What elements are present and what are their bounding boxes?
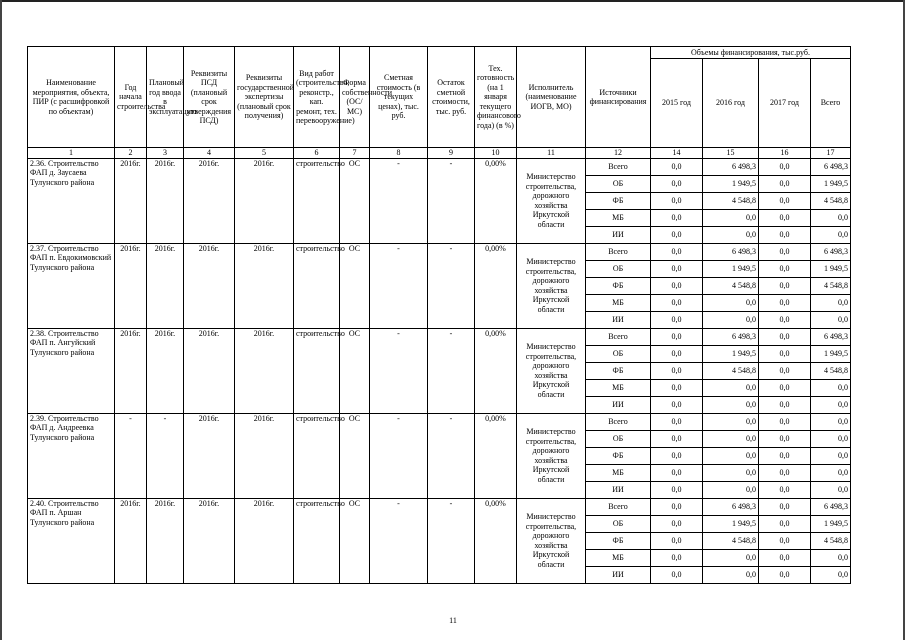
estimated-cost: -	[370, 243, 428, 328]
value-2017: 0,0	[759, 566, 811, 583]
value-total: 0,0	[811, 447, 851, 464]
column-number: 5	[235, 148, 294, 159]
scan-edge-top	[0, 0, 905, 2]
header-funding-source: Источники финансирования	[586, 47, 651, 148]
value-2015: 0,0	[651, 481, 703, 498]
value-2016: 0,0	[703, 209, 759, 226]
funding-source: ФБ	[586, 362, 651, 379]
header-year-2015: 2015 год	[651, 59, 703, 148]
funding-source: МБ	[586, 379, 651, 396]
value-2016: 6 498,3	[703, 328, 759, 345]
value-2017: 0,0	[759, 464, 811, 481]
header-estimated-cost: Сметная стоимость (в текущих ценах), тыс. руб.	[370, 47, 428, 148]
value-2016: 0,0	[703, 379, 759, 396]
work-type: строительство	[294, 243, 340, 328]
commission-year: 2016г.	[147, 158, 184, 243]
value-total: 0,0	[811, 294, 851, 311]
project-name: 2.37. Строительство ФАП п. Евдокимовский Тулунского района	[28, 243, 115, 328]
value-2016: 4 548,8	[703, 362, 759, 379]
readiness: 0,00%	[475, 243, 517, 328]
funding-source: МБ	[586, 209, 651, 226]
start-year: 2016г.	[115, 498, 147, 583]
expertise-date: 2016г.	[235, 158, 294, 243]
funding-source: МБ	[586, 549, 651, 566]
value-2017: 0,0	[759, 481, 811, 498]
ownership: ОС	[340, 413, 370, 498]
value-2016: 1 949,5	[703, 515, 759, 532]
estimated-cost: -	[370, 158, 428, 243]
value-2015: 0,0	[651, 175, 703, 192]
column-number: 9	[428, 148, 475, 159]
page-number: 11	[449, 616, 457, 625]
value-2017: 0,0	[759, 209, 811, 226]
value-2015: 0,0	[651, 362, 703, 379]
funding-source: ОБ	[586, 175, 651, 192]
project-name: 2.39. Строительство ФАП д. Андреевка Тулунского района	[28, 413, 115, 498]
value-total: 0,0	[811, 464, 851, 481]
column-number: 10	[475, 148, 517, 159]
value-2015: 0,0	[651, 158, 703, 175]
value-total: 4 548,8	[811, 277, 851, 294]
value-2015: 0,0	[651, 226, 703, 243]
header-funding-volumes: Объемы финансирования, тыс.руб.	[651, 47, 851, 59]
funding-source: Всего	[586, 158, 651, 175]
start-year: 2016г.	[115, 158, 147, 243]
cost-remaining: -	[428, 243, 475, 328]
financing-table	[27, 46, 851, 584]
value-2016: 0,0	[703, 430, 759, 447]
estimated-cost: -	[370, 328, 428, 413]
value-2015: 0,0	[651, 532, 703, 549]
value-total: 4 548,8	[811, 362, 851, 379]
cost-remaining: -	[428, 328, 475, 413]
executor: Министерство строительства, дорожного хозяйства Иркутской области	[517, 158, 586, 243]
work-type: строительство	[294, 413, 340, 498]
value-2017: 0,0	[759, 413, 811, 430]
psd-date: 2016г.	[184, 498, 235, 583]
expertise-date: 2016г.	[235, 328, 294, 413]
scan-edge-left	[0, 0, 2, 640]
expertise-date: 2016г.	[235, 243, 294, 328]
commission-year: 2016г.	[147, 498, 184, 583]
header-start-year: Год начала строительства	[115, 47, 147, 148]
header-expertise: Реквизиты государственной экспертизы (плановый срок получения)	[235, 47, 294, 148]
value-2017: 0,0	[759, 328, 811, 345]
value-2017: 0,0	[759, 226, 811, 243]
funding-source: ИИ	[586, 226, 651, 243]
value-2016: 4 548,8	[703, 192, 759, 209]
estimated-cost: -	[370, 413, 428, 498]
value-total: 6 498,3	[811, 243, 851, 260]
value-2017: 0,0	[759, 396, 811, 413]
value-total: 1 949,5	[811, 260, 851, 277]
header-executor: Исполнитель (наименование ИОГВ, МО)	[517, 47, 586, 148]
expertise-date: 2016г.	[235, 413, 294, 498]
value-2017: 0,0	[759, 192, 811, 209]
value-2016: 0,0	[703, 413, 759, 430]
ownership: ОС	[340, 243, 370, 328]
commission-year: 2016г.	[147, 328, 184, 413]
value-2015: 0,0	[651, 464, 703, 481]
work-type: строительство	[294, 498, 340, 583]
value-2015: 0,0	[651, 209, 703, 226]
funding-source: ОБ	[586, 345, 651, 362]
value-total: 0,0	[811, 226, 851, 243]
ownership: ОС	[340, 328, 370, 413]
psd-date: 2016г.	[184, 158, 235, 243]
value-2015: 0,0	[651, 447, 703, 464]
header-commission-year: Плановый год ввода в эксплуатацию	[147, 47, 184, 148]
funding-source: ФБ	[586, 532, 651, 549]
project-name: 2.40. Строительство ФАП п. Аршан Тулунского района	[28, 498, 115, 583]
funding-source: Всего	[586, 243, 651, 260]
readiness: 0,00%	[475, 498, 517, 583]
expertise-date: 2016г.	[235, 498, 294, 583]
work-type: строительство	[294, 158, 340, 243]
value-2017: 0,0	[759, 243, 811, 260]
value-2016: 0,0	[703, 396, 759, 413]
start-year: 2016г.	[115, 243, 147, 328]
table-body	[28, 158, 851, 583]
funding-source: ОБ	[586, 260, 651, 277]
readiness: 0,00%	[475, 328, 517, 413]
value-2017: 0,0	[759, 447, 811, 464]
funding-source: ОБ	[586, 430, 651, 447]
value-2015: 0,0	[651, 430, 703, 447]
value-2017: 0,0	[759, 277, 811, 294]
value-2016: 0,0	[703, 566, 759, 583]
value-2016: 0,0	[703, 447, 759, 464]
value-2017: 0,0	[759, 549, 811, 566]
value-total: 0,0	[811, 209, 851, 226]
column-number: 2	[115, 148, 147, 159]
psd-date: 2016г.	[184, 413, 235, 498]
value-total: 0,0	[811, 566, 851, 583]
header-year-2017: 2017 год	[759, 59, 811, 148]
table-row	[28, 328, 851, 345]
value-2015: 0,0	[651, 413, 703, 430]
value-2016: 6 498,3	[703, 498, 759, 515]
estimated-cost: -	[370, 498, 428, 583]
value-2015: 0,0	[651, 328, 703, 345]
value-2015: 0,0	[651, 549, 703, 566]
value-2015: 0,0	[651, 260, 703, 277]
funding-source: ИИ	[586, 311, 651, 328]
funding-source: ОБ	[586, 515, 651, 532]
value-total: 0,0	[811, 396, 851, 413]
column-number: 8	[370, 148, 428, 159]
value-2016: 0,0	[703, 481, 759, 498]
funding-source: ФБ	[586, 192, 651, 209]
project-name: 2.36. Строительство ФАП д. Заусаева Тулунского района	[28, 158, 115, 243]
column-number: 16	[759, 148, 811, 159]
value-2017: 0,0	[759, 430, 811, 447]
value-2016: 1 949,5	[703, 260, 759, 277]
cost-remaining: -	[428, 158, 475, 243]
header-psd: Реквизиты ПСД (плановый срок утверждения ПСД)	[184, 47, 235, 148]
funding-source: ФБ	[586, 277, 651, 294]
value-2015: 0,0	[651, 498, 703, 515]
value-total: 0,0	[811, 379, 851, 396]
value-2017: 0,0	[759, 311, 811, 328]
value-2015: 0,0	[651, 277, 703, 294]
header-readiness: Тех. готовность (на 1 января текущего финансового года) (в %)	[475, 47, 517, 148]
value-2017: 0,0	[759, 532, 811, 549]
psd-date: 2016г.	[184, 328, 235, 413]
column-number: 14	[651, 148, 703, 159]
value-2016: 6 498,3	[703, 243, 759, 260]
column-number: 3	[147, 148, 184, 159]
value-2015: 0,0	[651, 396, 703, 413]
header-work-type: Вид работ (строительство, реконстр., кап. ремонт, тех. перевооружение)	[294, 47, 340, 148]
value-total: 1 949,5	[811, 345, 851, 362]
header-year-2016: 2016 год	[703, 59, 759, 148]
executor: Министерство строительства, дорожного хозяйства Иркутской области	[517, 498, 586, 583]
column-number: 17	[811, 148, 851, 159]
column-number: 12	[586, 148, 651, 159]
value-2015: 0,0	[651, 243, 703, 260]
funding-source: ИИ	[586, 396, 651, 413]
executor: Министерство строительства, дорожного хозяйства Иркутской области	[517, 328, 586, 413]
funding-source: Всего	[586, 328, 651, 345]
header-name: Наименование мероприятия, объекта, ПИР (с расшифровкой по объектам)	[28, 47, 115, 148]
value-2015: 0,0	[651, 311, 703, 328]
value-2016: 0,0	[703, 464, 759, 481]
value-2017: 0,0	[759, 260, 811, 277]
value-total: 4 548,8	[811, 192, 851, 209]
value-total: 1 949,5	[811, 175, 851, 192]
value-total: 0,0	[811, 413, 851, 430]
column-number: 11	[517, 148, 586, 159]
cost-remaining: -	[428, 413, 475, 498]
value-2017: 0,0	[759, 175, 811, 192]
column-number-row	[28, 148, 851, 159]
commission-year: -	[147, 413, 184, 498]
header-ownership: Форма собственности (ОС/МС)	[340, 47, 370, 148]
column-number: 6	[294, 148, 340, 159]
funding-source: МБ	[586, 464, 651, 481]
value-2015: 0,0	[651, 345, 703, 362]
funding-source: ИИ	[586, 481, 651, 498]
column-number: 1	[28, 148, 115, 159]
value-2015: 0,0	[651, 515, 703, 532]
commission-year: 2016г.	[147, 243, 184, 328]
value-2016: 0,0	[703, 294, 759, 311]
start-year: 2016г.	[115, 328, 147, 413]
value-total: 0,0	[811, 549, 851, 566]
value-2015: 0,0	[651, 192, 703, 209]
table-row	[28, 498, 851, 515]
value-total: 6 498,3	[811, 158, 851, 175]
funding-source: Всего	[586, 498, 651, 515]
project-name: 2.38. Строительство ФАП п. Ангуйский Тулунского района	[28, 328, 115, 413]
value-total: 6 498,3	[811, 328, 851, 345]
value-2017: 0,0	[759, 345, 811, 362]
column-number: 15	[703, 148, 759, 159]
value-total: 0,0	[811, 311, 851, 328]
funding-source: ИИ	[586, 566, 651, 583]
table-row	[28, 243, 851, 260]
ownership: ОС	[340, 158, 370, 243]
table-row	[28, 158, 851, 175]
value-2017: 0,0	[759, 515, 811, 532]
value-total: 1 949,5	[811, 515, 851, 532]
value-total: 0,0	[811, 481, 851, 498]
value-2016: 1 949,5	[703, 175, 759, 192]
value-2017: 0,0	[759, 498, 811, 515]
executor: Министерство строительства, дорожного хозяйства Иркутской области	[517, 413, 586, 498]
value-2015: 0,0	[651, 379, 703, 396]
value-2015: 0,0	[651, 566, 703, 583]
funding-source: МБ	[586, 294, 651, 311]
value-total: 4 548,8	[811, 532, 851, 549]
start-year: -	[115, 413, 147, 498]
value-2017: 0,0	[759, 362, 811, 379]
psd-date: 2016г.	[184, 243, 235, 328]
cost-remaining: -	[428, 498, 475, 583]
value-2017: 0,0	[759, 379, 811, 396]
value-2016: 4 548,8	[703, 532, 759, 549]
table-row	[28, 413, 851, 430]
column-number: 7	[340, 148, 370, 159]
header-cost-remaining: Остаток сметной стоимости, тыс. руб.	[428, 47, 475, 148]
value-2016: 6 498,3	[703, 158, 759, 175]
value-2016: 0,0	[703, 311, 759, 328]
ownership: ОС	[340, 498, 370, 583]
value-2015: 0,0	[651, 294, 703, 311]
value-2017: 0,0	[759, 158, 811, 175]
value-total: 6 498,3	[811, 498, 851, 515]
value-2016: 0,0	[703, 549, 759, 566]
value-2016: 1 949,5	[703, 345, 759, 362]
header-total: Всего	[811, 59, 851, 148]
readiness: 0,00%	[475, 413, 517, 498]
executor: Министерство строительства, дорожного хозяйства Иркутской области	[517, 243, 586, 328]
work-type: строительство	[294, 328, 340, 413]
column-number: 4	[184, 148, 235, 159]
funding-source: ФБ	[586, 447, 651, 464]
value-2016: 0,0	[703, 226, 759, 243]
value-2017: 0,0	[759, 294, 811, 311]
value-2016: 4 548,8	[703, 277, 759, 294]
readiness: 0,00%	[475, 158, 517, 243]
funding-source: Всего	[586, 413, 651, 430]
value-total: 0,0	[811, 430, 851, 447]
